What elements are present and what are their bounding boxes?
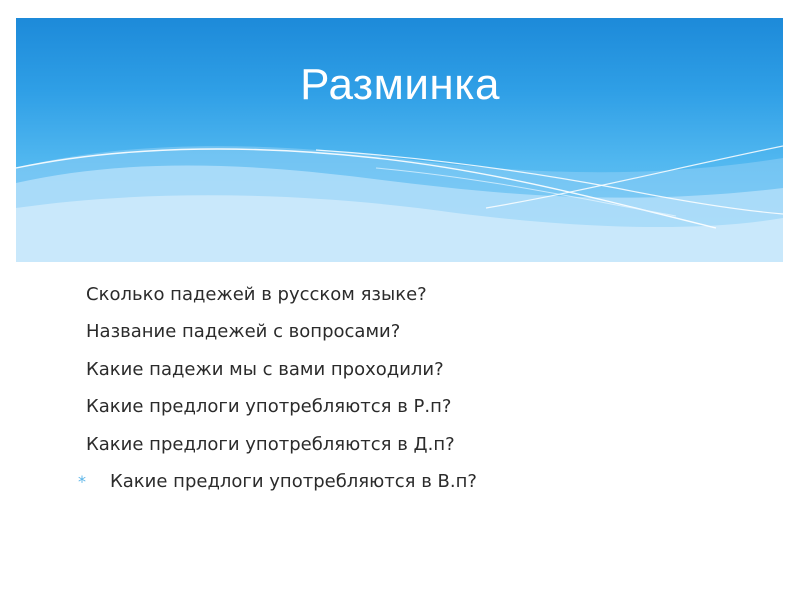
- slide-title: Разминка: [300, 60, 500, 109]
- bullet-list: [78, 278, 746, 502]
- bullet-line-6: [78, 465, 746, 499]
- header-banner: [16, 18, 783, 262]
- bullet-text: Название падежей с вопросами?: [86, 321, 401, 343]
- bullet-line-5: [86, 428, 746, 462]
- bullet-text: Какие падежи мы с вами проходили?: [86, 358, 444, 380]
- bullet-line-2: [86, 315, 746, 349]
- bullet-text: Сколько падежей в русском языке?: [86, 284, 427, 305]
- bullet-line-3: [86, 353, 746, 387]
- bullet-line-1: [86, 278, 746, 312]
- bullet-line-4: [86, 390, 746, 424]
- bullet-text: Какие предлоги употребляются в Д.п?: [86, 433, 455, 455]
- bullet-text: Какие предлоги употребляются в Р.п?: [86, 396, 452, 418]
- wave-decoration: [16, 18, 783, 262]
- bullet-marker-icon: *: [78, 471, 86, 491]
- bullet-text: Какие предлоги употребляются в В.п?: [110, 470, 477, 492]
